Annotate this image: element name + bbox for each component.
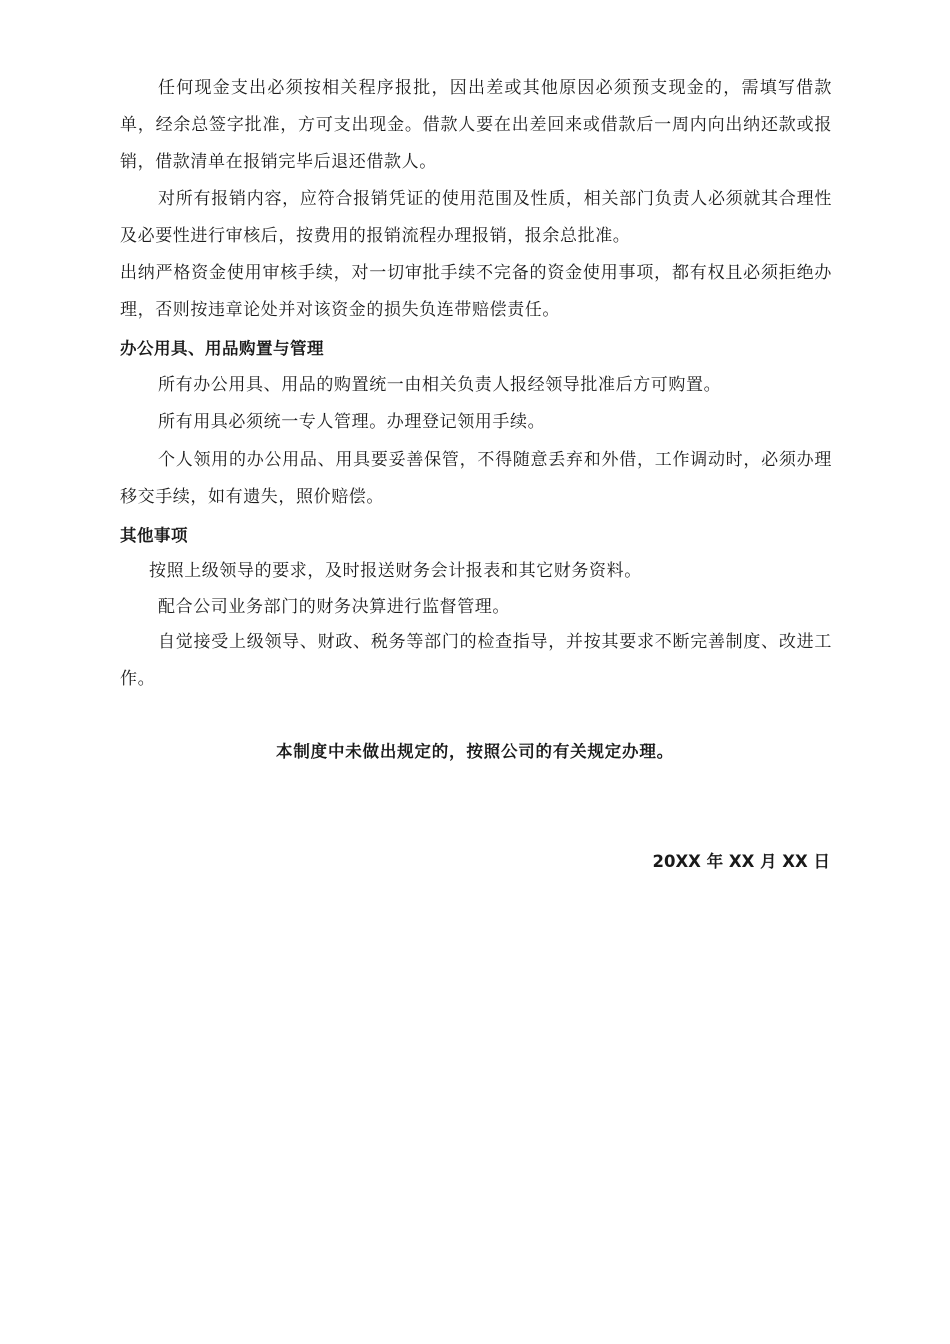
paragraph-cashier-audit: 出纳严格资金使用审核手续，对一切审批手续不完备的资金使用事项，都有权且必须拒绝办理，否则按违章论处并对该资金的损失负连带赔偿责任。 [120, 263, 832, 320]
paragraph-inspection: 自觉接受上级领导、财政、税务等部门的检查指导，并按其要求不断完善制度、改进工作。 [120, 632, 832, 689]
closing-statement: 本制度中未做出规定的，按照公司的有关规定办理。 [276, 742, 674, 761]
paragraph-reimbursement-review: 对所有报销内容，应符合报销凭证的使用范围及性质，相关部门负责人必须就其合理性及必要性进行审核后，按费用的报销流程办理报销，报余总批准。 [120, 189, 832, 246]
paragraph-supervision: 配合公司业务部门的财务决算进行监督管理。 [158, 597, 510, 617]
section-title-other-matters: 其他事项 [120, 526, 188, 545]
paragraph-office-management: 所有用具必须统一专人管理。办理登记领用手续。 [158, 412, 546, 432]
paragraph-cash-advance: 任何现金支出必须按相关程序报批，因出差或其他原因必须预支现金的，需填写借款单，经余总签字批准，方可支出现金。借款人要在出差回来或借款后一周内向出纳还款或报销，借款清单在报销完毕后退还借款人。 [120, 78, 832, 172]
paragraph-office-custody: 个人领用的办公用品、用具要妥善保管，不得随意丢弃和外借，工作调动时，必须办理移交手续，如有遗失，照价赔偿。 [120, 450, 832, 507]
section-title-office-supplies: 办公用具、用品购置与管理 [120, 339, 324, 358]
paragraph-office-purchase: 所有办公用具、用品的购置统一由相关负责人报经领导批准后方可购置。 [158, 375, 722, 395]
paragraph-report-submission: 按照上级领导的要求，及时报送财务会计报表和其它财务资料。 [149, 561, 642, 581]
document-date: 20XX 年 XX 月 XX 日 [652, 852, 830, 871]
